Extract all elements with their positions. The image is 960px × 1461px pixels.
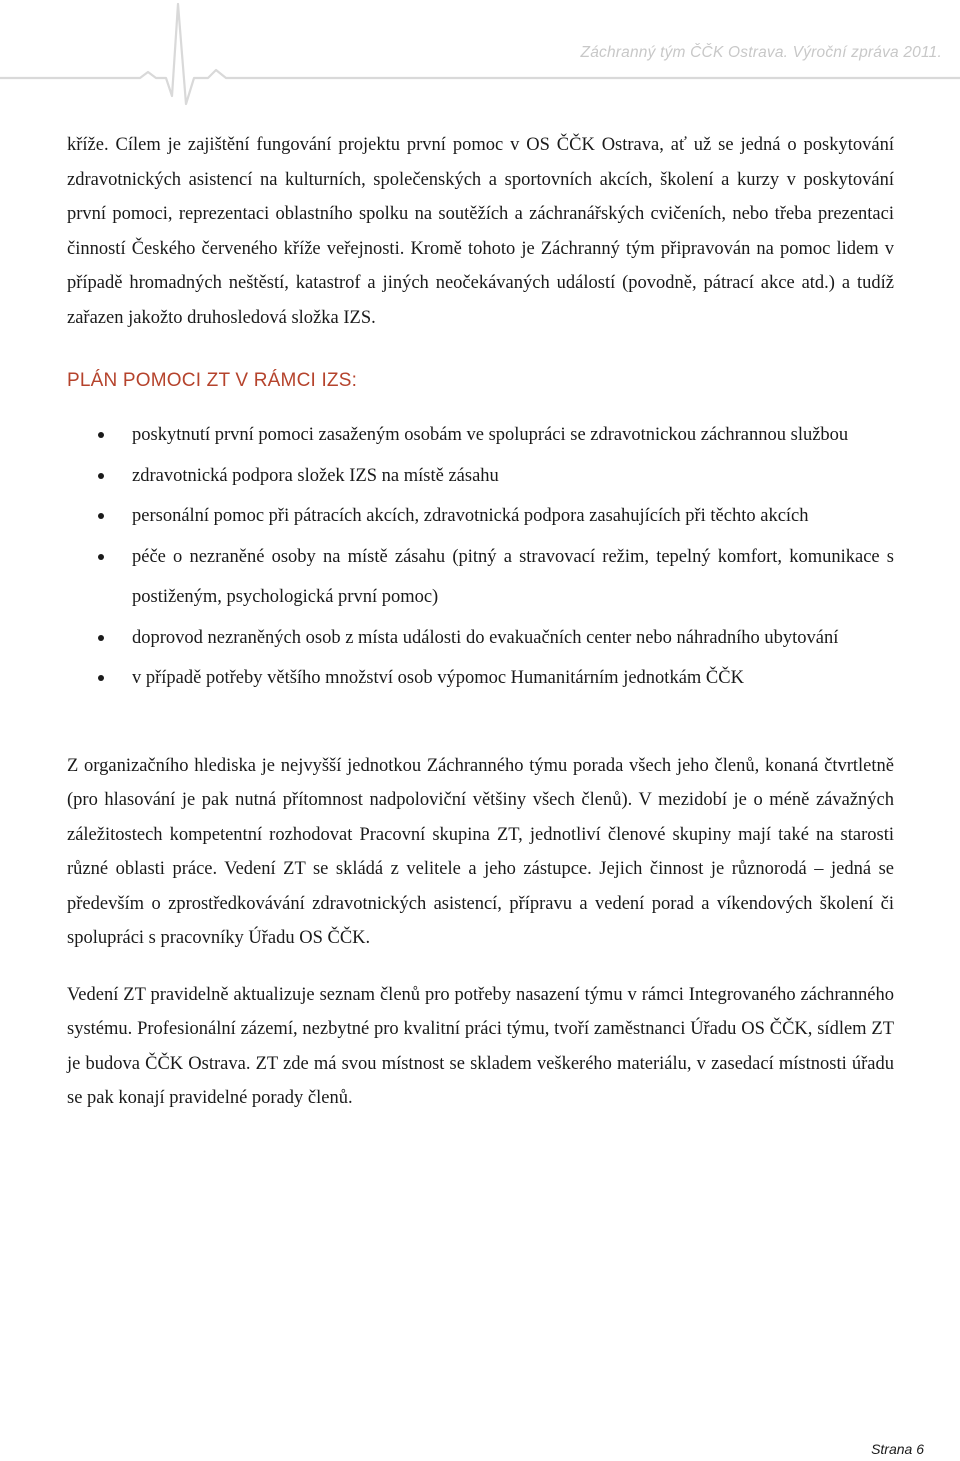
list-item: poskytnutí první pomoci zasaženým osobám ve spolupráci se zdravotnickou záchrannou službou bbox=[132, 415, 894, 456]
intro-paragraph: kříže. Cílem je zajištění fungování projektu první pomoc v OS ČČK Ostrava, ať už se jedná o poskytování zdravotnických asistencí na kulturních, společenských a sportovních akcích, školení a kurzy v poskytování první pomoci, reprezentaci oblastního spolku na soutěžích a záchranářských cvičeních, nebo třeba prezentaci činností Českého červeného kříže veřejnosti. Kromě tohoto je Záchranný tým připravován na pomoc lidem v případě hromadných neštěstí, katastrof a jiných neočekávaných událostí (povodně, pátrací akce atd.) a tudíž zařazen jakožto druhosledová složka IZS. bbox=[67, 135, 894, 328]
list-item: doprovod nezraněných osob z místa události do evakuačních center nebo náhradního ubytování bbox=[132, 618, 894, 659]
page-content bbox=[67, 128, 894, 1116]
list-item: personální pomoc při pátracích akcích, zdravotnická podpora zasahujících při těchto akcích bbox=[132, 496, 894, 537]
plan-list bbox=[67, 415, 894, 699]
list-item: zdravotnická podpora složek IZS na místě zásahu bbox=[132, 456, 894, 497]
page-number: Strana 6 bbox=[871, 1441, 924, 1457]
list-item: v případě potřeby většího množství osob výpomoc Humanitárním jednotkám ČČK bbox=[132, 658, 894, 699]
list-item: péče o nezraněné osoby na místě zásahu (pitný a stravovací režim, tepelný komfort, komunikace s postiženým, psychologická první pomoc) bbox=[132, 537, 894, 618]
plan-heading: PLÁN POMOCI ZT V RÁMCI IZS: bbox=[67, 370, 358, 391]
management-paragraph: Vedení ZT pravidelně aktualizuje seznam členů pro potřeby nasazení týmu v rámci Integrovaného záchranného systému. Profesionální zázemí, nezbytné pro kvalitní práci týmu, tvoří zaměstnanci Úřadu OS ČČK, sídlem ZT je budova ČČK Ostrava. ZT zde má svou místnost se skladem veškerého materiálu, v zasedací místnosti úřadu se pak konají pravidelné porady členů. bbox=[67, 984, 894, 1108]
spacer bbox=[67, 956, 894, 978]
organization-paragraph: Z organizačního hlediska je nejvyšší jednotkou Záchranného týmu porada všech jeho členů, konaná čtvrtletně (pro hlasování je pak nutná přítomnost nadpoloviční většiny všech členů). V mezidobí je o méně závažných záležitostech kompetentní rozhodovat Pracovní skupina ZT, jednotliví členové skupiny mají také na starosti různé oblasti práce. Vedení ZT se skládá z velitele a jeho zástupce. Jejich činnost je různorodá – jedná se především o zprostředkovávání zdravotnických asistencí, přípravu a vedení porad a víkendových školení či spolupráci s pracovníky Úřadu OS ČČK. bbox=[67, 755, 894, 948]
document-header-title: Záchranný tým ČČK Ostrava. Výroční zpráva 2011. bbox=[580, 44, 942, 61]
spacer bbox=[67, 699, 894, 749]
